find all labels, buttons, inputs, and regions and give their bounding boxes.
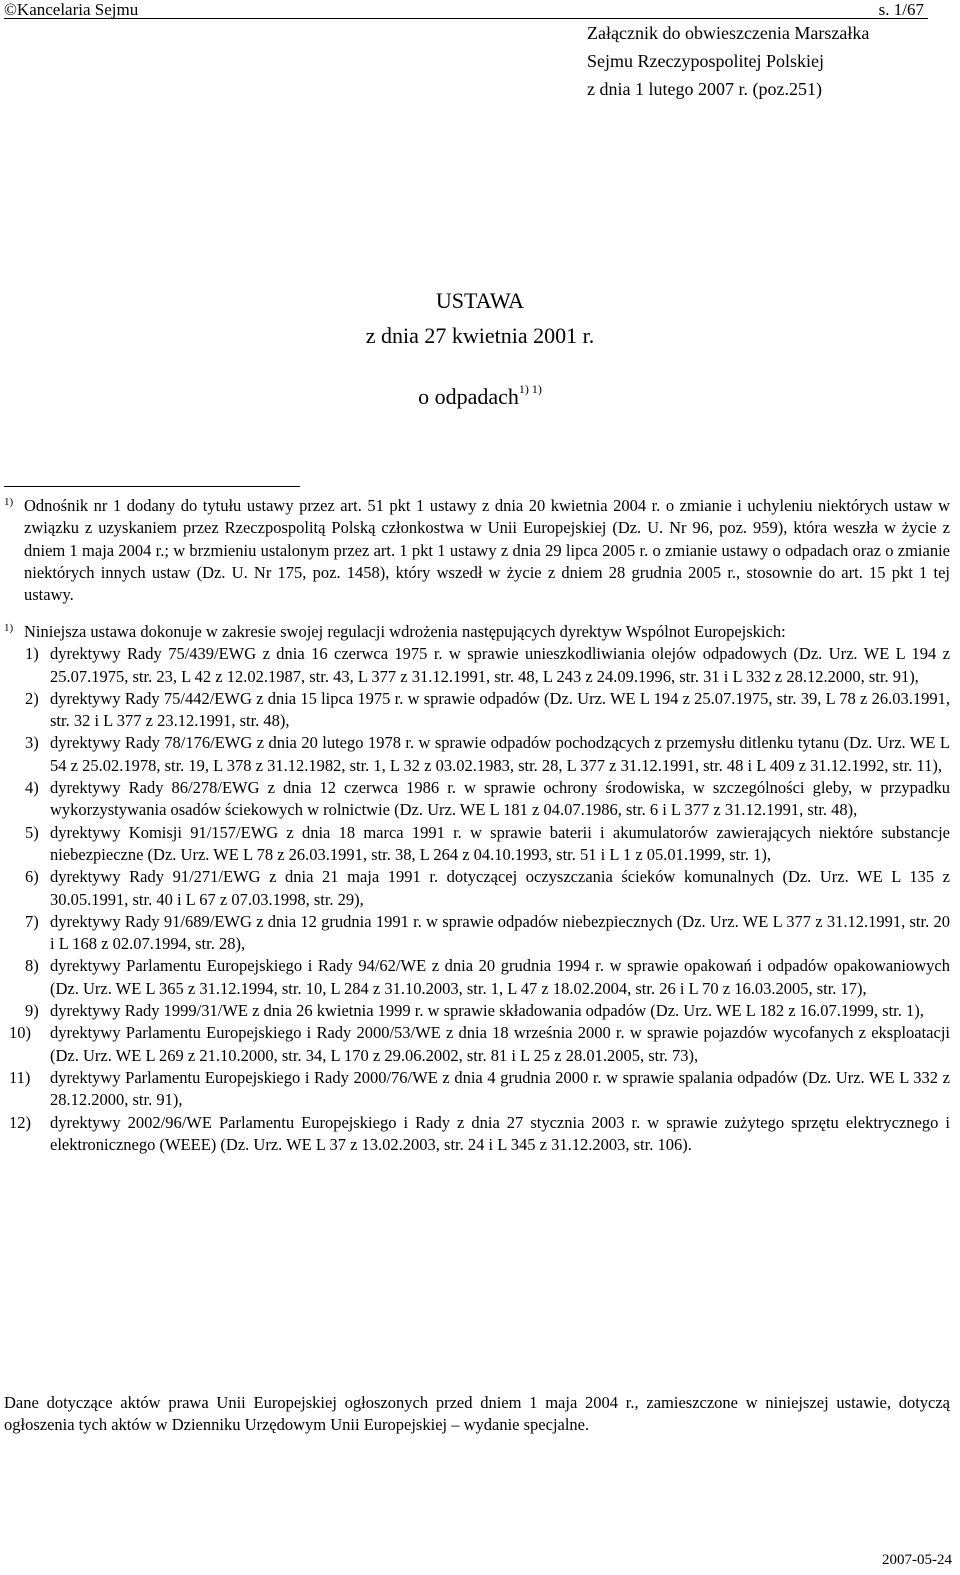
directive-item [4,822,950,867]
footnote-2-intro: Niniejsza ustawa dokonuje w zakresie swojej regulacji wdrożenia następujących dyrektyw Wspólnot Europejskich: [24,622,786,641]
directive-number: 5) [25,822,39,842]
footnote-2-marker: 1) [4,622,14,634]
directive-text: dyrektywy Rady 91/689/EWG z dnia 12 grudnia 1991 r. w sprawie odpadów niebezpiecznych (Dz. Urz. WE L 377 z 31.12.1991, str. 20 i L 168 z 02.07.1994, str. 28), [50,911,950,954]
directive-item [4,911,950,956]
annex-line-3: z dnia 1 lutego 2007 r. (poz.251) [587,79,822,99]
directive-item [4,1112,950,1157]
directive-text: dyrektywy Parlamentu Europejskiego i Rady 94/62/WE z dnia 20 grudnia 1994 r. w sprawie opakowań i odpadów opakowaniowych (Dz. Urz. WE L 365 z 31.12.1994, str. 10, L 284 z 31.10.2003, str. 1, L 47 z 18.02.2004, str. 26 i L 70 z 16.03.2005, str. 17), [50,956,950,998]
publisher-label: ©Kancelaria Sejmu [4,0,139,19]
directive-number: 11) [9,1067,31,1087]
directive-item [4,643,950,688]
footnote-1-marker: 1) [4,496,14,508]
directive-text: dyrektywy Rady 1999/31/WE z dnia 26 kwietnia 1999 r. w sprawie składowania odpadów (Dz. Urz. WE L 182 z 16.07.1999, str. 1), [50,1001,924,1021]
publication-date: 2007-05-24 [882,1552,952,1568]
act-title [0,283,960,353]
directive-number: 8) [25,956,39,976]
directive-item [4,1000,950,1022]
directive-text: dyrektywy Rady 91/271/EWG z dnia 21 maja 1991 r. dotyczącej oczyszczania ścieków komunalnych (Dz. Urz. WE L 135 z 30.05.1991, str. 40 i L 67 z 07.03.1998, str. 29), [50,867,950,909]
footnote-reference[interactable]: 1) 1) [518,382,542,396]
directive-item [4,1067,950,1112]
directive-number: 3) [25,733,39,753]
directive-item [4,1022,950,1067]
directive-text: dyrektywy Komisji 91/157/EWG z dnia 18 marca 1991 r. w sprawie baterii i akumulatorów zawierających niektóre substancje niebezpieczne (Dz. Urz. WE L 78 z 26.03.1991, str. 38, L 264 z 04.10.1993, str. 51 i L 1 z 05.01.1999, str. 1), [50,822,950,864]
directive-text: dyrektywy Rady 75/442/EWG z dnia 15 lipca 1975 r. w sprawie odpadów (Dz. Urz. WE L 194 z 25.07.1975, str. 39, L 78 z 26.03.1991, str. 32 i L 377 z 23.12.1991, str. 48), [50,688,950,731]
directive-number: 1) [25,644,39,664]
footnote-divider [4,486,300,487]
directive-number: 7) [25,911,39,931]
annex-line-2: Sejmu Rzeczypospolitej Polskiej [587,51,824,71]
directive-text: dyrektywy Rady 75/439/EWG z dnia 16 czerwca 1975 r. w sprawie unieszkodliwiania olejów odpadowych (Dz. Urz. WE L 194 z 25.07.1975, str. 23, L 42 z 12.02.1987, str. 43, L 377 z 31.12.1991, str. 48, L 243 z 24.09.1996, str. 31 i L 332 z 28.12.2000, str. 91), [50,644,950,686]
act-date: z dnia 27 kwietnia 2001 r. [365,323,595,348]
directive-number: 4) [25,778,39,798]
directive-text: dyrektywy Rady 86/278/EWG z dnia 12 czerwca 1986 r. w sprawie ochrony środowiska, w szczególności gleby, w przypadku wykorzystywania osadów ściekowych w rolnictwie (Dz. Urz. WE L 181 z 04.07.1986, str. 6 i L 377 z 31.12.1991, str. 48), [50,778,950,820]
annex-note [587,19,947,103]
act-subject-text: o odpadach [418,384,519,409]
directive-number: 9) [25,1001,39,1021]
act-type: USTAWA [435,288,525,313]
footnote-1-text: Odnośnik nr 1 dodany do tytułu ustawy przez art. 51 pkt 1 ustawy z dnia 20 kwietnia 2004 r. o zmianie i uchyleniu niektórych ustaw w związku z uzyskaniem przez Rzeczpospolitą Polską członkostwa w Unii Europejskiej (Dz. U. Nr 96, poz. 959), która weszła w życie z dniem 1 maja 2004 r.; w brzmieniu ustalonym przez art. 1 pkt 1 ustawy z dnia 29 lipca 2005 r. o zmianie ustawy o odpadach oraz o zmianie niektórych innych ustaw (Dz. U. Nr 175, poz. 1458), który wszedł w życie z dniem 28 grudnia 2005 r., stosownie do art. 15 pkt 1 tej ustawy. [24,496,950,605]
footnote-2 [4,621,950,1156]
directive-text: dyrektywy Rady 78/176/EWG z dnia 20 lutego 1978 r. w sprawie odpadów pochodzących z przemysłu ditlenku tytanu (Dz. Urz. WE L 54 z 25.02.1978, str. 19, L 378 z 31.12.1982, str. 1, L 32 z 03.02.1983, str. 28, L 377 z 31.12.1991, str. 48 i L 409 z 31.12.1992, str. 11), [50,733,950,775]
annex-line-1: Załącznik do obwieszczenia Marszałka [587,23,870,43]
directive-number: 10) [9,1023,31,1043]
directive-number: 2) [25,688,39,708]
page-header [4,0,924,20]
footnote-2-closing: Dane dotyczące aktów prawa Unii Europejskiej ogłoszonych przed dniem 1 maja 2004 r., zamieszczone w niniejszej ustawie, dotyczą ogłoszenia tych aktów w Dzienniku Urzędowym Unii Europejskiej – wydanie specjalne. [4,1393,950,1435]
directive-text: dyrektywy 2002/96/WE Parlamentu Europejskiego i Rady z dnia 27 stycznia 2003 r. w sprawie zużytego sprzętu elektrycznego i elektronicznego (WEEE) (Dz. Urz. WE L 37 z 13.02.2003, str. 24 i L 345 z 31.12.2003, str. 106). [50,1112,950,1154]
directive-item [4,777,950,822]
footnote-1 [4,495,950,606]
act-subject [0,384,960,410]
directive-text: dyrektywy Parlamentu Europejskiego i Rady 2000/53/WE z dnia 18 września 2000 r. w sprawie pojazdów wycofanych z eksploatacji (Dz. Urz. WE L 269 z 21.10.2000, str. 34, L 170 z 29.06.2002, str. 81 i L 25 z 28.01.2005, str. 73), [50,1023,950,1065]
directive-item [4,955,950,1000]
directive-item [4,688,950,733]
directive-item [4,732,950,777]
directive-number: 12) [9,1112,31,1132]
page-number: s. 1/67 [878,0,924,19]
directive-item [4,866,950,911]
directive-number: 6) [25,867,39,887]
directive-text: dyrektywy Parlamentu Europejskiego i Rady 2000/76/WE z dnia 4 grudnia 2000 r. w sprawie spalania odpadów (Dz. Urz. WE L 332 z 28.12.2000, str. 91), [50,1067,950,1110]
